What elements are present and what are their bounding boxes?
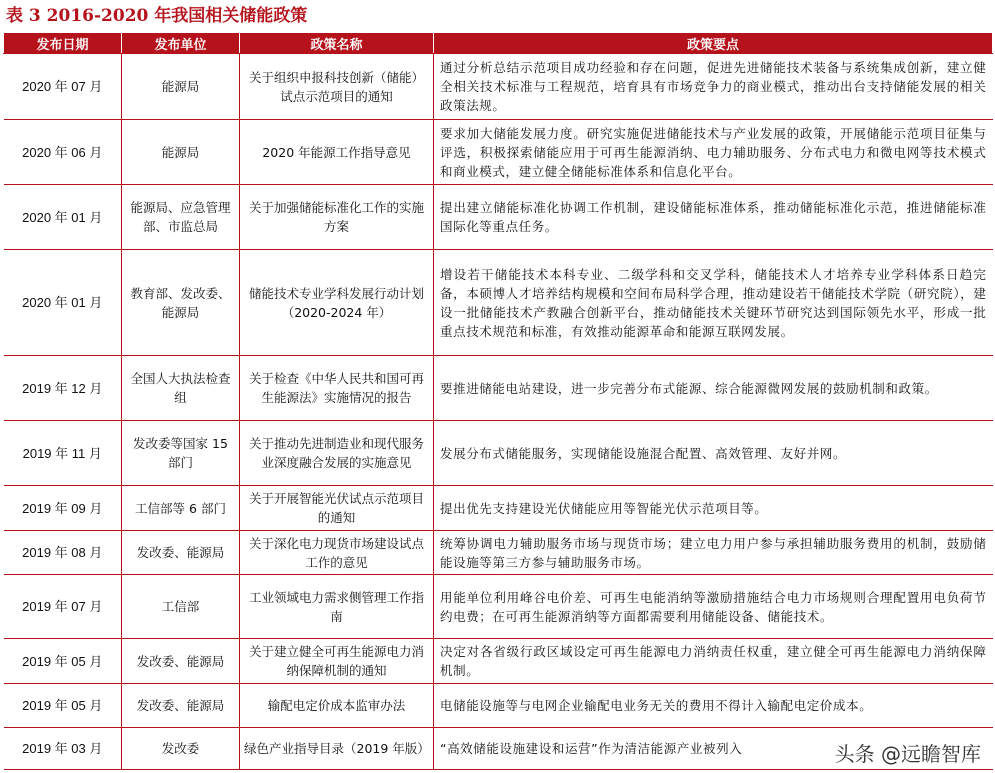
cell-date: 2019 年 07 月 bbox=[4, 575, 122, 639]
header-policy: 政策名称 bbox=[240, 33, 434, 54]
cell-date: 2019 年 05 月 bbox=[4, 684, 122, 728]
cell-issuer: 全国人大执法检查组 bbox=[122, 356, 240, 421]
cell-issuer: 发改委等国家 15 部门 bbox=[122, 421, 240, 486]
table-row bbox=[4, 575, 993, 639]
cell-issuer: 发改委、能源局 bbox=[122, 531, 240, 575]
header-date: 发布日期 bbox=[4, 33, 122, 54]
table-row bbox=[4, 54, 993, 120]
cell-points: 决定对各省级行政区域设定可再生能源电力消纳责任权重，建立健全可再生能源电力消纳保障机制。 bbox=[434, 639, 993, 684]
cell-points: 要求加大储能发展力度。研究实施促进储能技术与产业发展的政策，开展储能示范项目征集与评选，积极探索储能应用于可再生能源消纳、电力辅助服务、分布式电力和微电网等技术模式和商业模式，建立健全储能标准体系和信息化平台。 bbox=[434, 120, 993, 185]
header-issuer: 发布单位 bbox=[122, 33, 240, 54]
cell-date: 2020 年 07 月 bbox=[4, 54, 122, 120]
cell-points: 要推进储能电站建设，进一步完善分布式能源、综合能源微网发展的鼓励机制和政策。 bbox=[434, 356, 993, 421]
table-row bbox=[4, 421, 993, 486]
cell-date: 2019 年 12 月 bbox=[4, 356, 122, 421]
cell-policy: 关于建立健全可再生能源电力消纳保障机制的通知 bbox=[240, 639, 434, 684]
table-row bbox=[4, 356, 993, 421]
cell-points: “高效储能设施建设和运营”作为清洁能源产业被列入 bbox=[434, 728, 993, 770]
cell-issuer: 工信部等 6 部门 bbox=[122, 486, 240, 531]
watermark: 头条 @远瞻智库 bbox=[831, 738, 985, 767]
table-header-row bbox=[4, 33, 993, 54]
cell-points: 增设若干储能技术本科专业、二级学科和交叉学科，储能技术人才培养专业学科体系日趋完备，本硕博人才培养结构规模和空间布局科学合理，推动建设若干储能技术学院（研究院），建设一批储能技术产教融合创新平台，推动储能技术关键环节研究达到国际领先水平，形成一批重点技术规范和标准，有效推动能源革命和能源互联网发展。 bbox=[434, 250, 993, 356]
cell-policy: 储能技术专业学科发展行动计划（2020-2024 年） bbox=[240, 250, 434, 356]
cell-policy: 绿色产业指导目录（2019 年版） bbox=[240, 728, 434, 770]
cell-date: 2019 年 03 月 bbox=[4, 728, 122, 770]
cell-points: 统筹协调电力辅助服务市场与现货市场；建立电力用户参与承担辅助服务费用的机制，鼓励储能设施等第三方参与辅助服务市场。 bbox=[434, 531, 993, 575]
table-row bbox=[4, 185, 993, 250]
table-row bbox=[4, 531, 993, 575]
table-row bbox=[4, 120, 993, 185]
cell-points: 通过分析总结示范项目成功经验和存在问题，促进先进储能技术装备与系统集成创新，建立健全相关技术标准与工程规范，培育具有市场竞争力的商业模式，推动出台支持储能发展的相关政策法规。 bbox=[434, 54, 993, 120]
cell-date: 2020 年 06 月 bbox=[4, 120, 122, 185]
cell-policy: 关于推动先进制造业和现代服务业深度融合发展的实施意见 bbox=[240, 421, 434, 486]
cell-date: 2019 年 09 月 bbox=[4, 486, 122, 531]
table-row bbox=[4, 250, 993, 356]
cell-policy: 关于加强储能标准化工作的实施方案 bbox=[240, 185, 434, 250]
cell-policy: 工业领域电力需求侧管理工作指南 bbox=[240, 575, 434, 639]
cell-points: 提出优先支持建设光伏储能应用等智能光伏示范项目等。 bbox=[434, 486, 993, 531]
table-row bbox=[4, 684, 993, 728]
table-row bbox=[4, 639, 993, 684]
cell-issuer: 教育部、发改委、能源局 bbox=[122, 250, 240, 356]
cell-policy: 关于开展智能光伏试点示范项目的通知 bbox=[240, 486, 434, 531]
cell-points: 发展分布式储能服务，实现储能设施混合配置、高效管理、友好并网。 bbox=[434, 421, 993, 486]
cell-issuer: 能源局、应急管理部、市监总局 bbox=[122, 185, 240, 250]
cell-points: 电储能设施等与电网企业输配电业务无关的费用不得计入输配电定价成本。 bbox=[434, 684, 993, 728]
cell-issuer: 发改委、能源局 bbox=[122, 684, 240, 728]
cell-date: 2019 年 11 月 bbox=[4, 421, 122, 486]
cell-date: 2019 年 05 月 bbox=[4, 639, 122, 684]
cell-policy: 2020 年能源工作指导意见 bbox=[240, 120, 434, 185]
cell-issuer: 能源局 bbox=[122, 54, 240, 120]
cell-issuer: 发改委 bbox=[122, 728, 240, 770]
cell-points: 用能单位利用峰谷电价差、可再生电能消纳等激励措施结合电力市场规则合理配置用电负荷节约电费；在可再生能源消纳等方面都需要利用储能设备、储能技术。 bbox=[434, 575, 993, 639]
cell-policy: 关于检查《中华人民共和国可再生能源法》实施情况的报告 bbox=[240, 356, 434, 421]
cell-issuer: 发改委、能源局 bbox=[122, 639, 240, 684]
cell-date: 2019 年 08 月 bbox=[4, 531, 122, 575]
cell-policy: 关于深化电力现货市场建设试点工作的意见 bbox=[240, 531, 434, 575]
cell-policy: 输配电定价成本监审办法 bbox=[240, 684, 434, 728]
cell-points: 提出建立储能标准化协调工作机制，建设储能标准体系，推动储能标准化示范，推进储能标准国际化等重点任务。 bbox=[434, 185, 993, 250]
cell-issuer: 能源局 bbox=[122, 120, 240, 185]
cell-policy: 关于组织申报科技创新（储能）试点示范项目的通知 bbox=[240, 54, 434, 120]
table-row bbox=[4, 486, 993, 531]
table-title: 表 3 2016-2020 年我国相关储能政策 bbox=[6, 6, 308, 26]
policy-table bbox=[3, 32, 993, 770]
cell-issuer: 工信部 bbox=[122, 575, 240, 639]
cell-date: 2020 年 01 月 bbox=[4, 185, 122, 250]
header-points: 政策要点 bbox=[434, 33, 993, 54]
cell-date: 2020 年 01 月 bbox=[4, 250, 122, 356]
